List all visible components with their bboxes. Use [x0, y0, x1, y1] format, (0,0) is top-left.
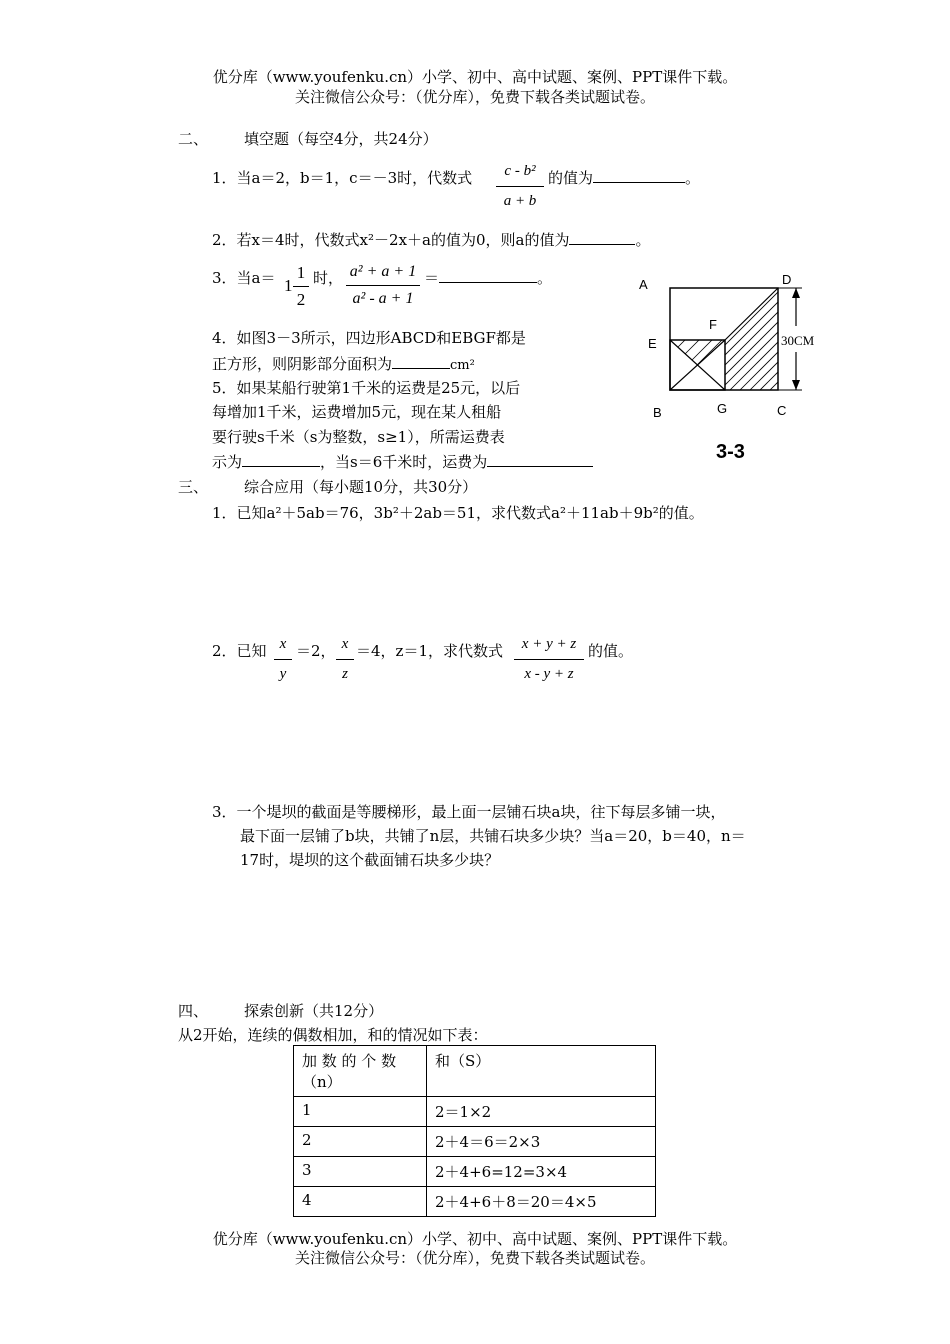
- header-n-line-2: （n）: [302, 1073, 342, 1091]
- s3-q2-lead: 2．已知: [212, 642, 267, 660]
- s3-q2-fraction-expression: [514, 636, 584, 683]
- s3-q1-text: 1．已知a²＋5ab＝76，3b²＋2ab＝51，求代数式a²＋11ab＋9b²的值。: [212, 504, 704, 522]
- s3-q2-fraction-x-over-z: [336, 636, 354, 683]
- label-f: F: [709, 317, 717, 332]
- mixed-number-whole: 1: [284, 276, 293, 295]
- table-header-row: [294, 1046, 656, 1097]
- line-fd: [725, 288, 778, 340]
- s2-q2-body: 2．若x＝4时，代数式x²－2x＋a的值为0，则a的值为: [212, 231, 570, 249]
- s2-q5-line-2: 每增加1千米，运费增加5元，现在某人租船: [212, 403, 502, 421]
- mixed-number-fraction: [293, 263, 309, 310]
- label-g: G: [717, 401, 728, 416]
- section-4-title: 探索创新（共12分）: [244, 1002, 384, 1020]
- table-row: [294, 1127, 656, 1157]
- s2-q1-text: [212, 167, 472, 188]
- s2-q3-tail: [424, 267, 552, 288]
- s2-q1-fraction: [496, 163, 544, 210]
- fraction-denominator: a² - a + 1: [352, 290, 414, 307]
- fraction-numerator: x: [336, 636, 354, 660]
- s2-q3-when: 时，: [313, 269, 344, 287]
- s3-q2-fraction-x-over-y: [274, 636, 292, 683]
- unit-cm2: cm²: [450, 358, 475, 373]
- section-2-title: 填空题（每空4分，共24分）: [244, 130, 438, 148]
- answer-blank[interactable]: [487, 452, 593, 467]
- table-row: [294, 1187, 656, 1217]
- footer-line-1: 优分库（www.youfenku.cn）小学、初中、高中试题、案例、PPT课件下载。: [212, 1230, 738, 1248]
- cell-s: 2＋4+6=12=3×4: [427, 1157, 656, 1187]
- s2-q1-end: 。: [685, 169, 701, 187]
- table-row: [294, 1157, 656, 1187]
- s2-q2-text: [212, 229, 650, 250]
- s2-q5-line-4-mid: ，当s＝6千米时，运费为: [320, 453, 488, 471]
- fraction-denominator: 2: [296, 290, 306, 309]
- section-3-number: 三、: [178, 478, 209, 496]
- s3-q2-eq1: ＝2，: [296, 642, 336, 660]
- s2-q4-line-2-text: 正方形，则阴影部分面积为: [212, 355, 393, 373]
- label-c: C: [777, 403, 787, 418]
- s2-q1-lead: 1．当a＝2，b＝1，c＝－3时，代数式: [212, 169, 473, 187]
- s2-q1-tail: [548, 167, 700, 188]
- fraction-denominator: a + b: [503, 193, 537, 209]
- s2-q5-line-1: 5．如果某船行驶第1千米的运费是25元，以后: [212, 379, 521, 397]
- answer-blank[interactable]: [392, 354, 450, 369]
- cell-s: 2＝1×2: [427, 1097, 656, 1127]
- figure-caption: 3-3: [716, 441, 745, 463]
- cell-s: 2＋4+6＋8＝20＝4×5: [427, 1187, 656, 1217]
- cell-n: 4: [294, 1187, 427, 1217]
- table-row: [294, 1097, 656, 1127]
- header-cell-s: 和（S）: [427, 1046, 656, 1097]
- s3-q2-eq2: ＝4，z＝1，求代数式: [356, 642, 503, 660]
- fraction-denominator: z: [342, 666, 348, 682]
- header-n-line-1: 加 数 的 个 数: [302, 1052, 397, 1070]
- fraction-numerator: c - b²: [496, 163, 544, 187]
- fraction-denominator: x - y + z: [524, 666, 574, 682]
- fraction-numerator: x + y + z: [514, 636, 584, 660]
- arrow-down-icon: [792, 380, 800, 390]
- section-3-title: 综合应用（每小题10分，共30分）: [244, 478, 478, 496]
- s2-q4-line-2: [212, 353, 475, 374]
- s2-q2-end: 。: [635, 231, 651, 249]
- s2-q3-lead: 3．当a＝: [212, 269, 276, 287]
- dimension-label: 30CM: [781, 333, 815, 348]
- section-2-number: 二、: [178, 130, 209, 148]
- s2-q5-line-4: [212, 451, 593, 472]
- label-d: D: [782, 272, 792, 287]
- section-4-number: 四、: [178, 1002, 209, 1020]
- footer-line-2: 关注微信公众号：（优分库），免费下载各类试题试卷。: [294, 1249, 655, 1267]
- equals-sign: ＝: [424, 269, 440, 287]
- answer-blank[interactable]: [569, 230, 635, 245]
- cell-n: 1: [294, 1097, 427, 1127]
- fraction-numerator: x: [274, 636, 292, 660]
- header-line-1: 优分库（www.youfenku.cn）小学、初中、高中试题、案例、PPT课件下载。: [212, 68, 738, 86]
- cell-n: 3: [294, 1157, 427, 1187]
- answer-blank[interactable]: [242, 452, 320, 467]
- s2-q3-end: 。: [537, 269, 553, 287]
- s3-q3-line-1: 3．一个堤坝的截面是等腰梯形，最上面一层铺石块a块，往下每层多铺一块，: [212, 803, 726, 821]
- s2-q5-line-3: 要行驶s千米（s为整数，s≥1），所需运费表: [212, 428, 505, 446]
- fraction-denominator: y: [279, 666, 287, 682]
- figure-3-3: [630, 270, 830, 470]
- s3-q3-line-3: 17时，堤坝的这个截面铺石块多少块？: [240, 851, 500, 869]
- section-4-intro: 从2开始，连续的偶数相加，和的情况如下表：: [178, 1026, 488, 1044]
- label-a: A: [639, 277, 648, 292]
- cell-n: 2: [294, 1127, 427, 1157]
- label-e: E: [648, 336, 657, 351]
- answer-blank[interactable]: [439, 268, 537, 283]
- arrow-up-icon: [792, 288, 800, 298]
- fraction-numerator: 1: [293, 263, 309, 287]
- shaded-region-left: [670, 340, 725, 365]
- s3-q3-line-2: 最下面一层铺了b块，共铺了n层，共铺石块多少块？当a＝20，b＝40，n＝: [240, 827, 746, 845]
- s2-q4-line-1: 4．如图3－3所示，四边形ABCD和EBGF都是: [212, 329, 526, 347]
- even-sum-table: [293, 1045, 656, 1217]
- header-line-2: 关注微信公众号：（优分库），免费下载各类试题试卷。: [294, 88, 655, 106]
- s3-q2-tail: 的值。: [588, 642, 634, 660]
- s2-q3-fraction: [346, 263, 420, 308]
- fraction-numerator: a² + a + 1: [346, 263, 420, 286]
- label-b: B: [653, 405, 662, 420]
- cell-s: 2＋4＝6＝2×3: [427, 1127, 656, 1157]
- header-cell-n: [294, 1046, 427, 1097]
- answer-blank[interactable]: [593, 168, 685, 183]
- s2-q5-line-4-lead: 示为: [212, 453, 243, 471]
- s2-q1-tail-text: 的值为: [548, 169, 594, 187]
